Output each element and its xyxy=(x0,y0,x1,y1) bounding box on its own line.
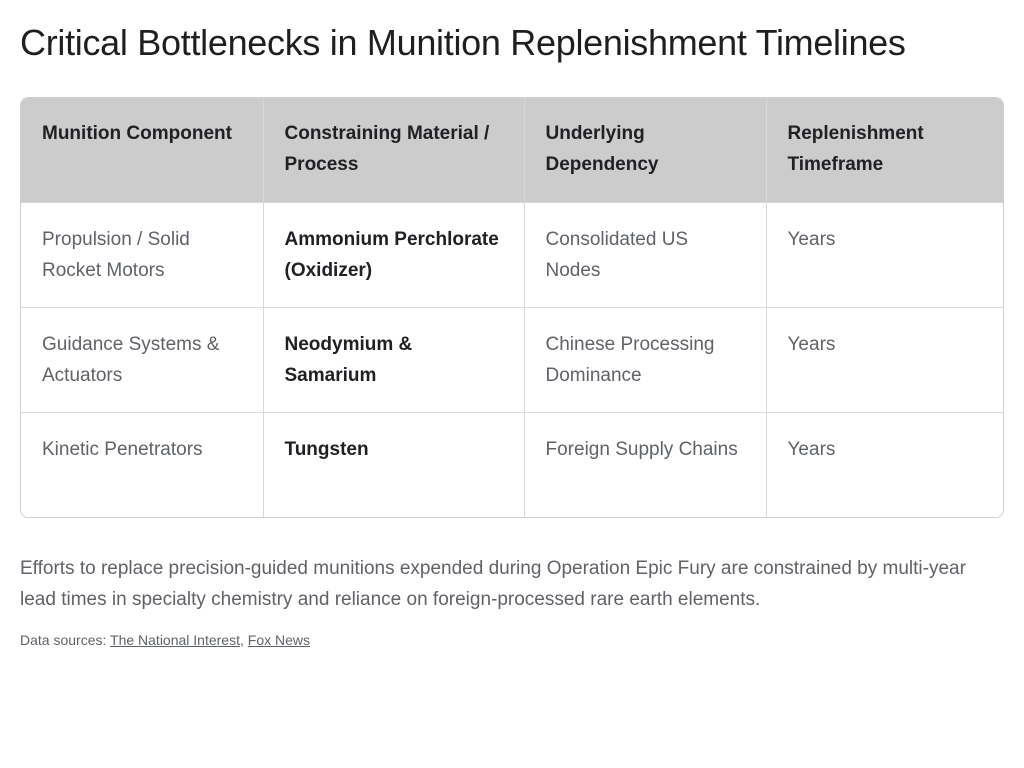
cell-constraining-material: Ammonium Perchlorate (Oxidizer) xyxy=(263,203,524,308)
data-sources xyxy=(20,630,310,650)
bottlenecks-table xyxy=(21,98,1003,517)
header-munition-component: Munition Component xyxy=(21,98,263,203)
table-row xyxy=(21,203,1003,308)
cell-replenishment-timeframe: Years xyxy=(766,308,1003,413)
table-row xyxy=(21,413,1003,518)
cell-munition-component: Propulsion / Solid Rocket Motors xyxy=(21,203,263,308)
cell-replenishment-timeframe: Years xyxy=(766,413,1003,518)
header-constraining-material: Constraining Material / Process xyxy=(263,98,524,203)
cell-underlying-dependency: Foreign Supply Chains xyxy=(524,413,766,518)
cell-replenishment-timeframe: Years xyxy=(766,203,1003,308)
cell-munition-component: Kinetic Penetrators xyxy=(21,413,263,518)
cell-constraining-material: Tungsten xyxy=(263,413,524,518)
table-row xyxy=(21,308,1003,413)
table-header-row xyxy=(21,98,1003,203)
cell-constraining-material: Neodymium & Samarium xyxy=(263,308,524,413)
page-title: Critical Bottlenecks in Munition Replenishment Timelines xyxy=(20,22,906,63)
header-underlying-dependency: Underlying Dependency xyxy=(524,98,766,203)
source-separator: , xyxy=(239,632,248,648)
cell-underlying-dependency: Consolidated US Nodes xyxy=(524,203,766,308)
header-replenishment-timeframe: Replenishment Timeframe xyxy=(766,98,1003,203)
source-link-fox-news[interactable]: Fox News xyxy=(247,632,310,648)
data-sources-label: Data sources: xyxy=(20,632,111,648)
bottlenecks-table-container xyxy=(20,97,1004,518)
source-link-national-interest[interactable]: The National Interest xyxy=(110,632,240,648)
cell-underlying-dependency: Chinese Processing Dominance xyxy=(524,308,766,413)
summary-text: Efforts to replace precision-guided munitions expended during Operation Epic Fury are constrained by multi-year lead times in specialty chemistry and reliance on foreign-processed rare earth elements. xyxy=(20,558,966,610)
cell-munition-component: Guidance Systems & Actuators xyxy=(21,308,263,413)
